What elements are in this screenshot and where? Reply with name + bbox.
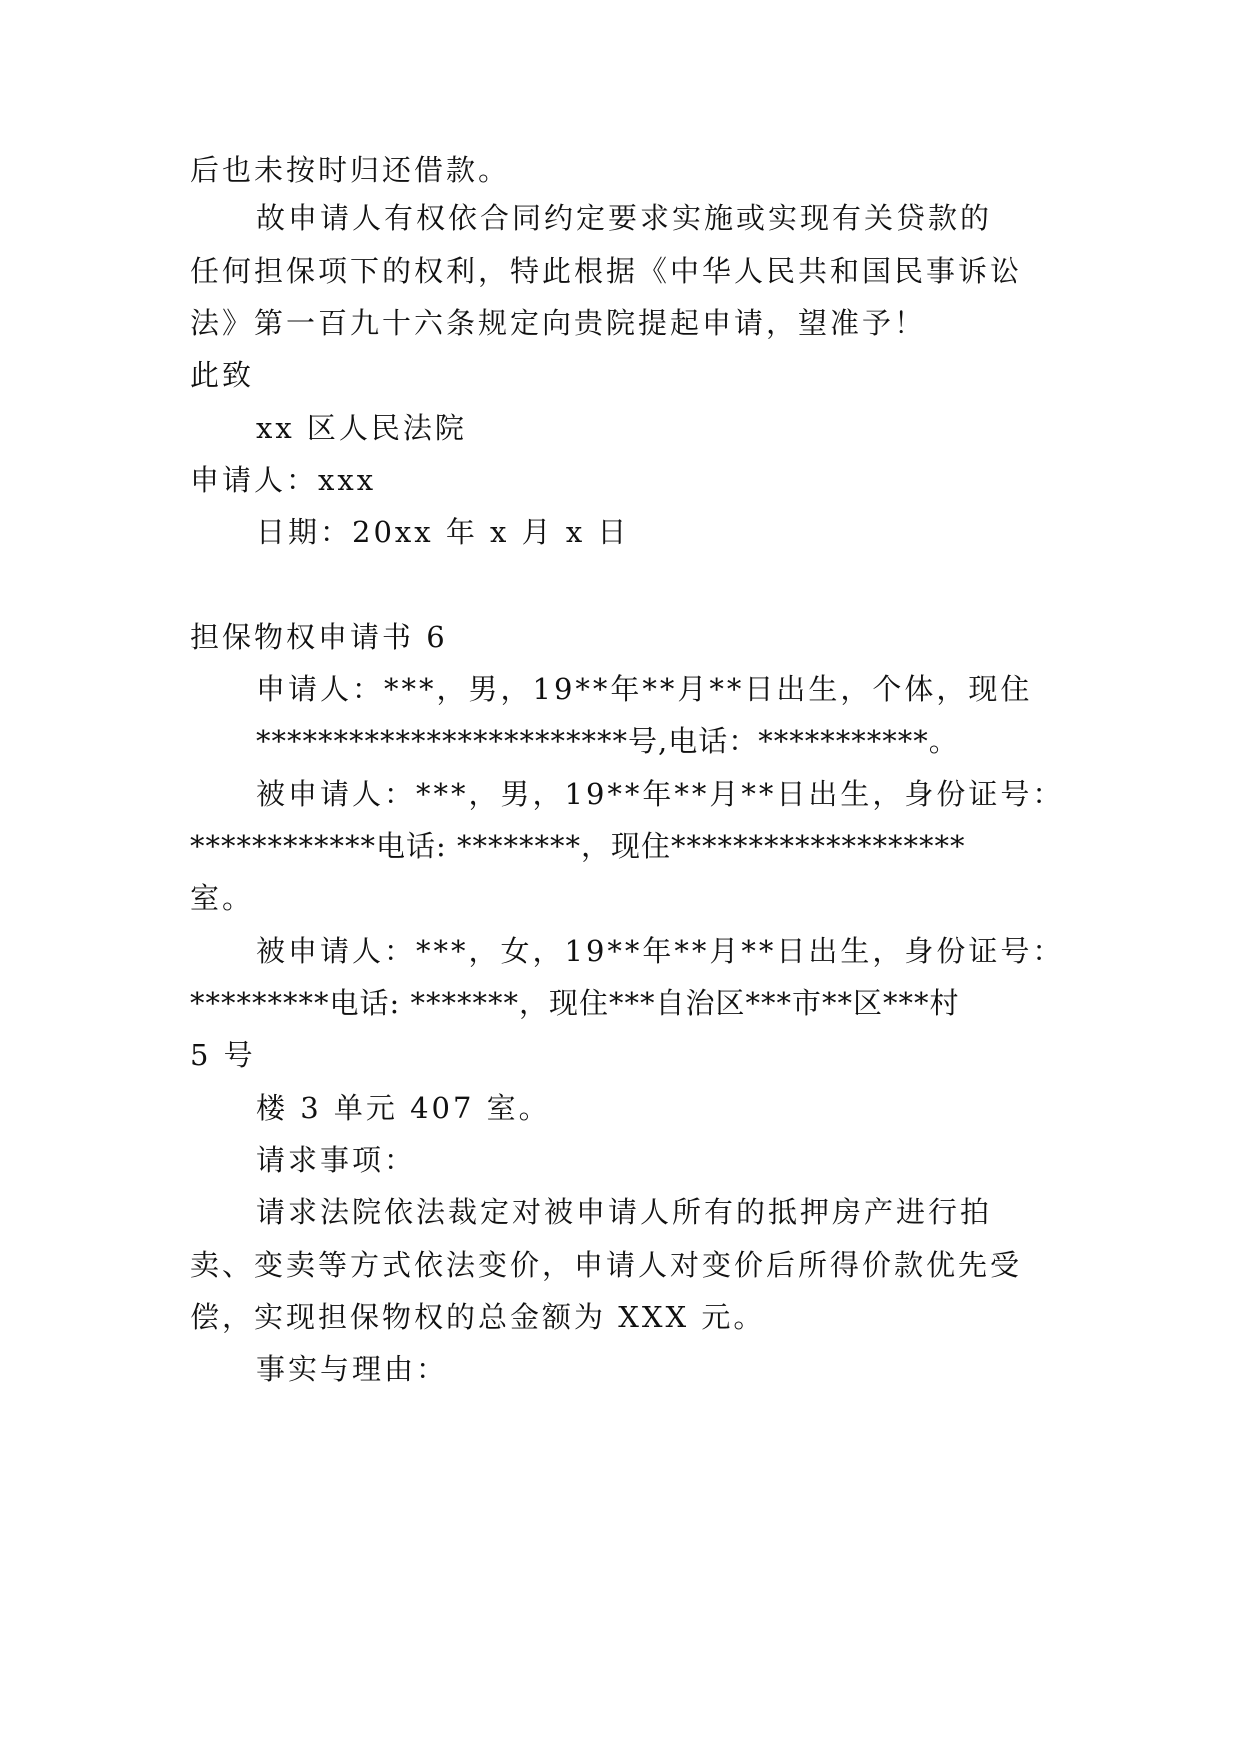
- respondent-1-line-2: ************电话: ********，现住*******************: [190, 829, 966, 863]
- respondent-2-line-3: 5 号: [190, 1038, 256, 1072]
- respondent-2-line-2: *********电话: *******，现住***自治区***市**区***村: [190, 986, 960, 1020]
- text-line-1: 后也未按时归还借款。: [190, 153, 511, 187]
- request-line-2: 卖、变卖等方式依法变价，申请人对变价后所得价款优先受: [190, 1248, 1023, 1282]
- respondent-1-line-1: 被申请人：***，男，19**年**月**日出生，身份证号：: [256, 777, 1065, 811]
- facts-heading: 事实与理由：: [256, 1352, 449, 1386]
- text-line-5: 此致: [190, 358, 255, 392]
- request-line-3: 偿，实现担保物权的总金额为 XXX 元。: [190, 1300, 766, 1334]
- request-heading: 请求事项：: [256, 1143, 417, 1177]
- applicant-signature: 申请人：xxx: [190, 463, 377, 497]
- respondent-2-line-1: 被申请人：***，女，19**年**月**日出生，身份证号：: [256, 934, 1065, 968]
- applicant-line-1: 申请人：***，男，19**年**月**日出生，个体，现住: [256, 672, 1033, 706]
- applicant-line-2: ************************号,电话：***********。: [256, 724, 959, 758]
- date-line: 日期：20xx 年 x 月 x 日: [256, 515, 630, 549]
- addressee: xx 区人民法院: [256, 411, 467, 445]
- respondent-2-line-4: 楼 3 单元 407 室。: [256, 1091, 551, 1125]
- text-line-3: 任何担保项下的权利，特此根据《中华人民共和国民事诉讼: [190, 254, 1023, 288]
- section-title: 担保物权申请书 6: [190, 620, 448, 654]
- request-line-1: 请求法院依法裁定对被申请人所有的抵押房产进行拍: [256, 1195, 993, 1229]
- respondent-1-line-3: 室。: [190, 881, 255, 915]
- text-line-2: 故申请人有权依合同约定要求实施或实现有关贷款的: [256, 201, 993, 235]
- text-line-4: 法》第一百九十六条规定向贵院提起申请，望准予！: [190, 306, 927, 340]
